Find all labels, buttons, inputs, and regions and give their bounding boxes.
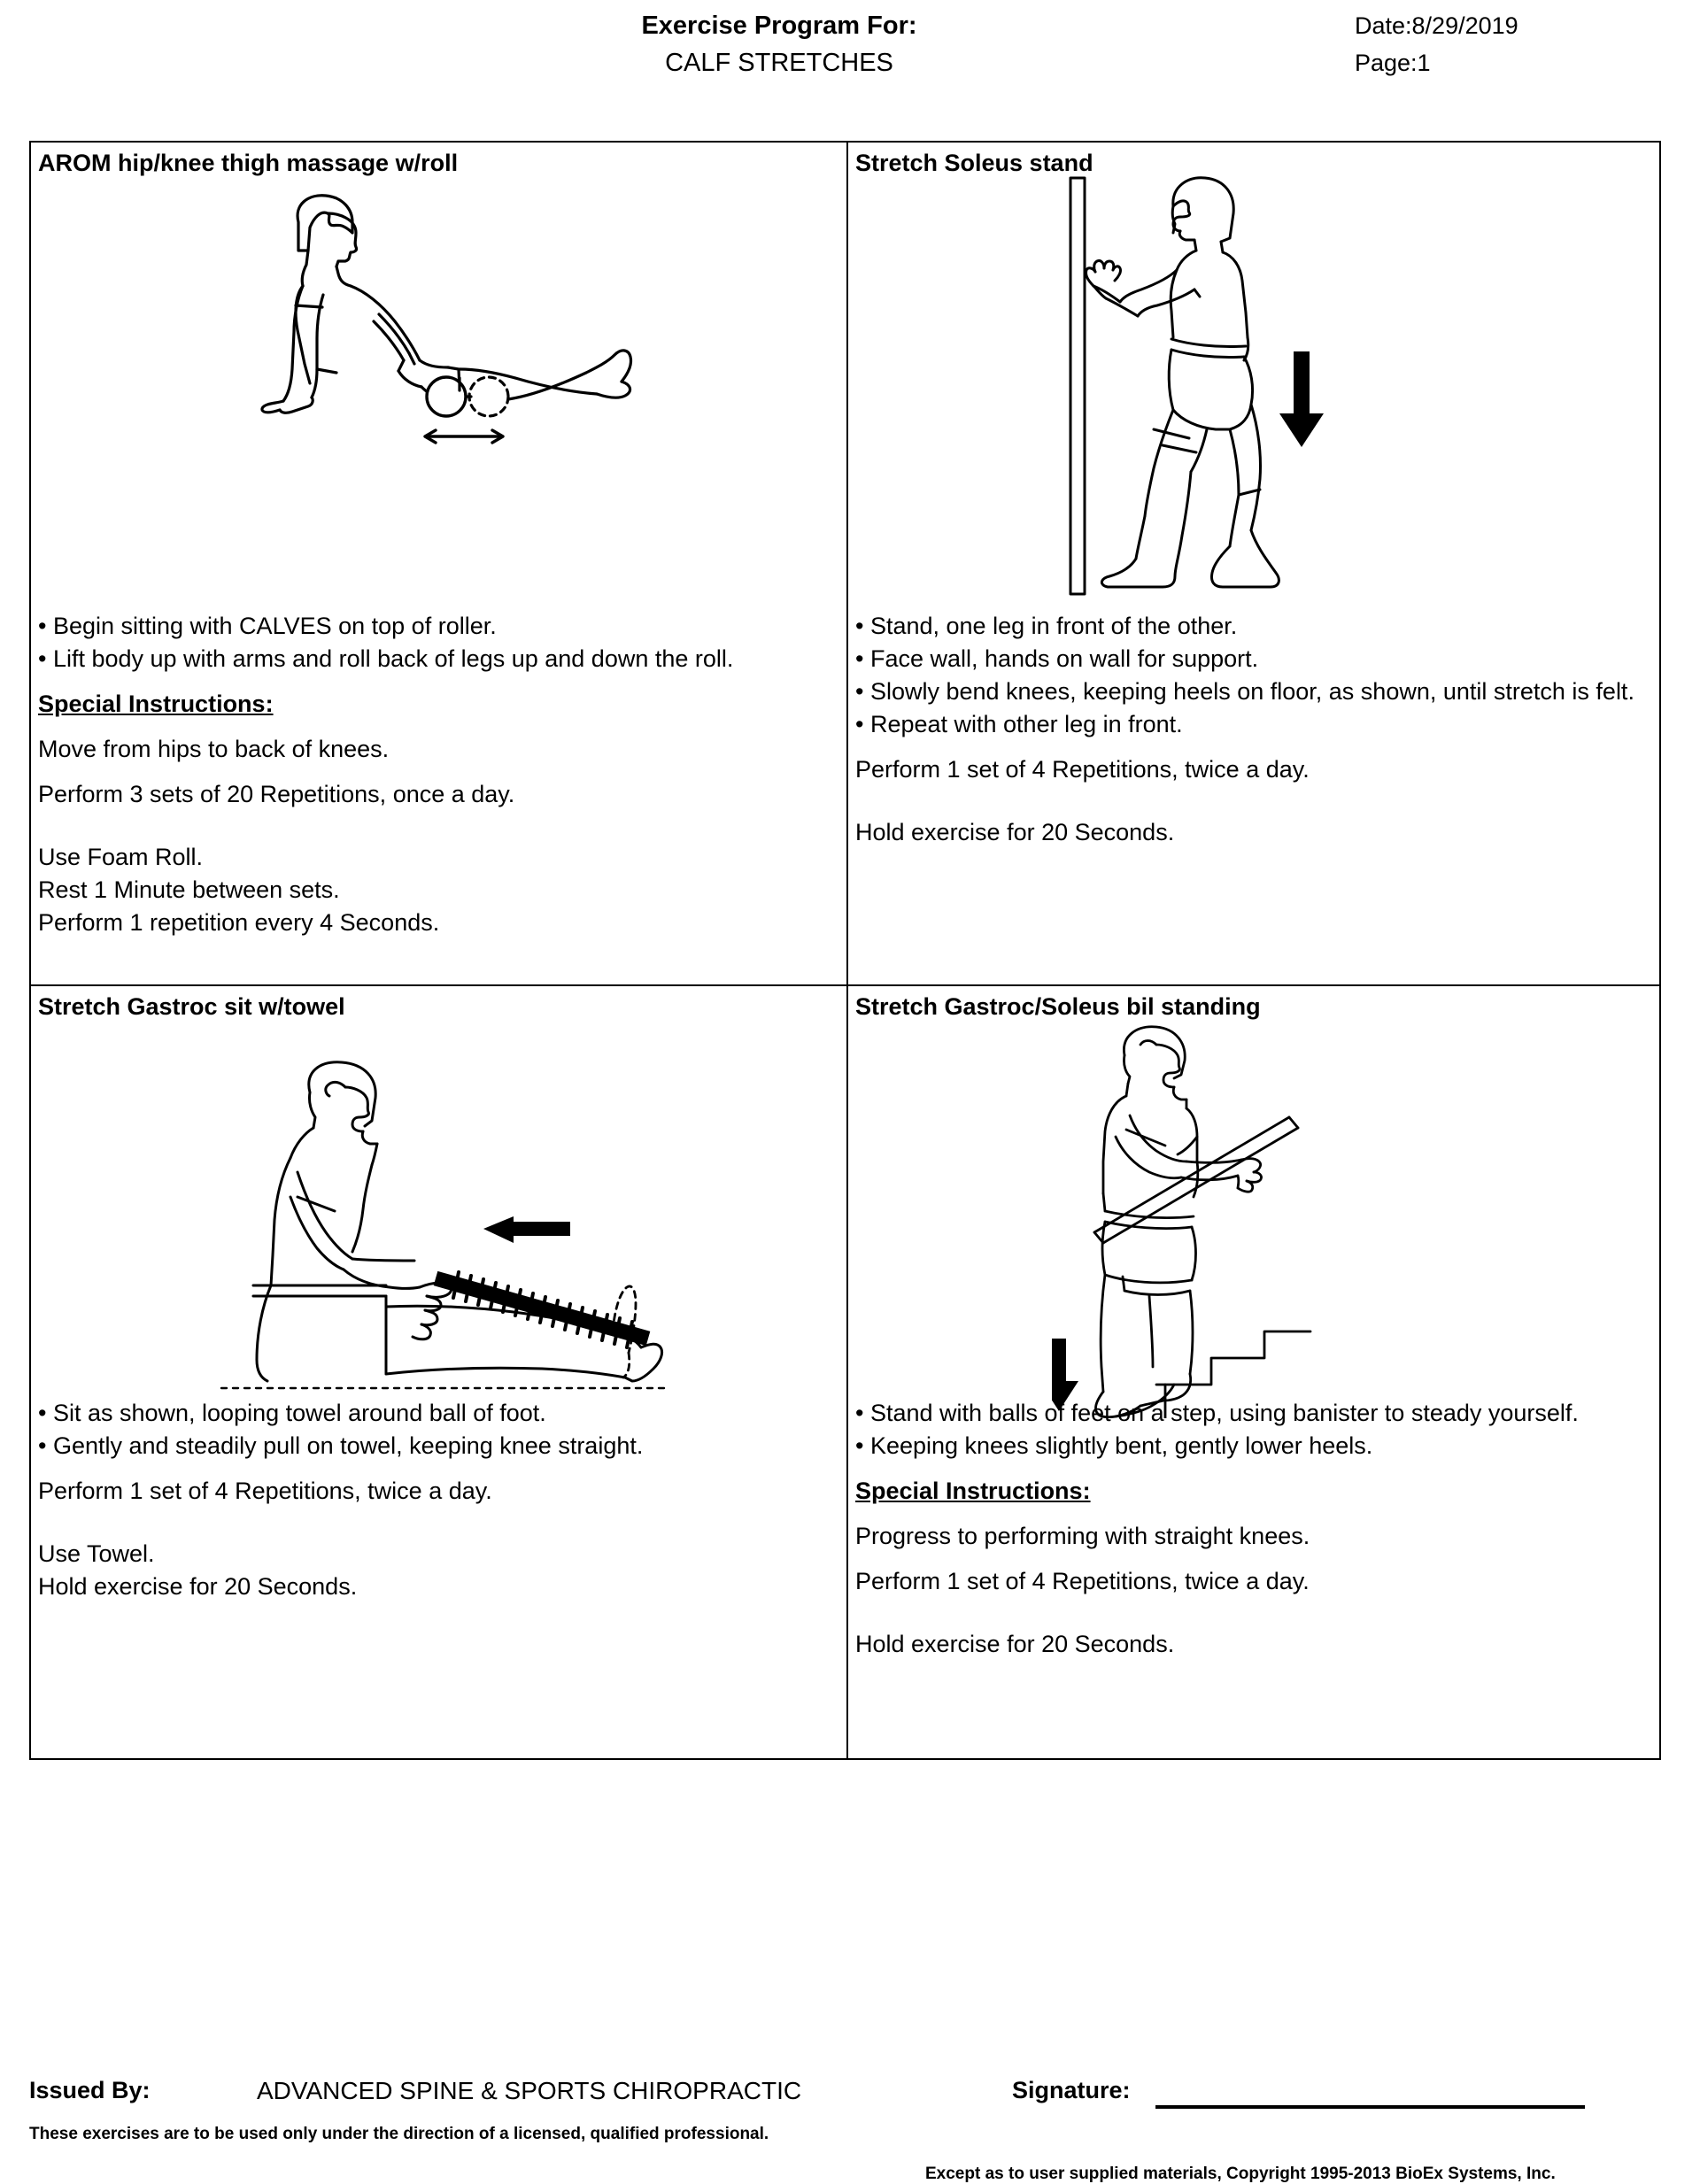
body-spacer <box>38 1508 841 1538</box>
exercise-body-4 <box>855 1397 1654 1661</box>
instruction-bullet: • Keeping knees slightly bent, gently lower heels. <box>855 1432 1373 1459</box>
exercise-body-2 <box>855 610 1654 849</box>
dosage-text: Perform 1 set of 4 Repetitions, twice a day. <box>855 1568 1310 1594</box>
header-center-block <box>496 7 1062 81</box>
special-instructions-text: Move from hips to back of knees. <box>38 736 390 762</box>
exercise-body-1 <box>38 610 841 939</box>
tempo-note: Perform 1 repetition every 4 Seconds. <box>38 909 440 936</box>
program-name: CALF STRETCHES <box>665 49 893 77</box>
equipment-note: Use Foam Roll. <box>38 844 204 870</box>
equipment-note: Use Towel. <box>38 1540 155 1567</box>
body-spacer <box>855 1598 1654 1628</box>
hold-text: Hold exercise for 20 Seconds. <box>855 1631 1175 1657</box>
header-right-block <box>1355 7 1673 81</box>
exercise-title-2: Stretch Soleus stand <box>855 150 1093 176</box>
body-spacer <box>38 811 841 841</box>
standing-soleus-wall-stretch-figure <box>848 164 1659 589</box>
dosage-text: Perform 1 set of 4 Repetitions, twice a day. <box>855 756 1310 783</box>
exercise-title-3: Stretch Gastroc sit w/towel <box>38 993 345 1020</box>
dosage-text: Perform 1 set of 4 Repetitions, twice a day. <box>38 1478 492 1504</box>
page-header <box>0 0 1700 115</box>
special-instructions-heading: Special Instructions: <box>38 691 274 717</box>
exercise-title-4: Stretch Gastroc/Soleus bil standing <box>855 993 1261 1020</box>
instruction-bullet: • Begin sitting with CALVES on top of roller. <box>38 613 497 639</box>
page-title: Exercise Program For: <box>641 12 917 40</box>
exercise-cell-1 <box>31 143 848 986</box>
clinic-name: ADVANCED SPINE & SPORTS CHIROPRACTIC <box>257 2077 802 2104</box>
instruction-bullet: • Gently and steadily pull on towel, keeping knee straight. <box>38 1432 644 1459</box>
instruction-bullet: • Sit as shown, looping towel around ball of foot. <box>38 1400 546 1426</box>
exercise-cell-4 <box>848 986 1659 1758</box>
step-heel-drop-banister-figure <box>848 1020 1659 1401</box>
body-spacer <box>855 786 1654 816</box>
page-footer <box>0 2063 1700 2183</box>
copyright-text: Except as to user supplied materials, Copyright 1995-2013 BioEx Systems, Inc. <box>925 2165 1556 2183</box>
special-instructions-text: Progress to performing with straight knees. <box>855 1523 1310 1549</box>
instruction-bullet: • Repeat with other leg in front. <box>855 711 1183 737</box>
hold-text: Hold exercise for 20 Seconds. <box>38 1573 358 1600</box>
instruction-bullet: • Stand with balls of feet on a step, using banister to steady yourself. <box>855 1400 1579 1426</box>
exercise-cell-2 <box>848 143 1659 986</box>
foam-roller-calf-massage-figure <box>31 181 846 447</box>
exercise-title-1: AROM hip/knee thigh massage w/roll <box>38 150 459 176</box>
rest-note: Rest 1 Minute between sets. <box>38 876 340 903</box>
exercise-table <box>29 141 1661 1760</box>
exercise-body-3 <box>38 1397 841 1603</box>
instruction-bullet: • Slowly bend knees, keeping heels on floor, as shown, until stretch is felt. <box>855 678 1634 705</box>
special-instructions-heading: Special Instructions: <box>855 1478 1091 1504</box>
page-number: Page:1 <box>1355 50 1431 76</box>
instruction-bullet: • Face wall, hands on wall for support. <box>855 645 1259 672</box>
instruction-bullet: • Stand, one leg in front of the other. <box>855 613 1238 639</box>
disclaimer-text: These exercises are to be used only under the direction of a licensed, qualified professional. <box>29 2125 769 2143</box>
signature-line[interactable] <box>1155 2105 1585 2109</box>
hold-text: Hold exercise for 20 Seconds. <box>855 819 1175 845</box>
instruction-bullet: • Lift body up with arms and roll back of legs up and down the roll. <box>38 645 734 672</box>
dosage-text: Perform 3 sets of 20 Repetitions, once a day. <box>38 781 515 807</box>
signature-label: Signature: <box>1012 2077 1131 2103</box>
exercise-cell-3 <box>31 986 848 1758</box>
issued-by-label: Issued By: <box>29 2077 151 2103</box>
program-date: Date:8/29/2019 <box>1355 12 1518 39</box>
seated-towel-gastroc-stretch-figure <box>31 1023 846 1395</box>
